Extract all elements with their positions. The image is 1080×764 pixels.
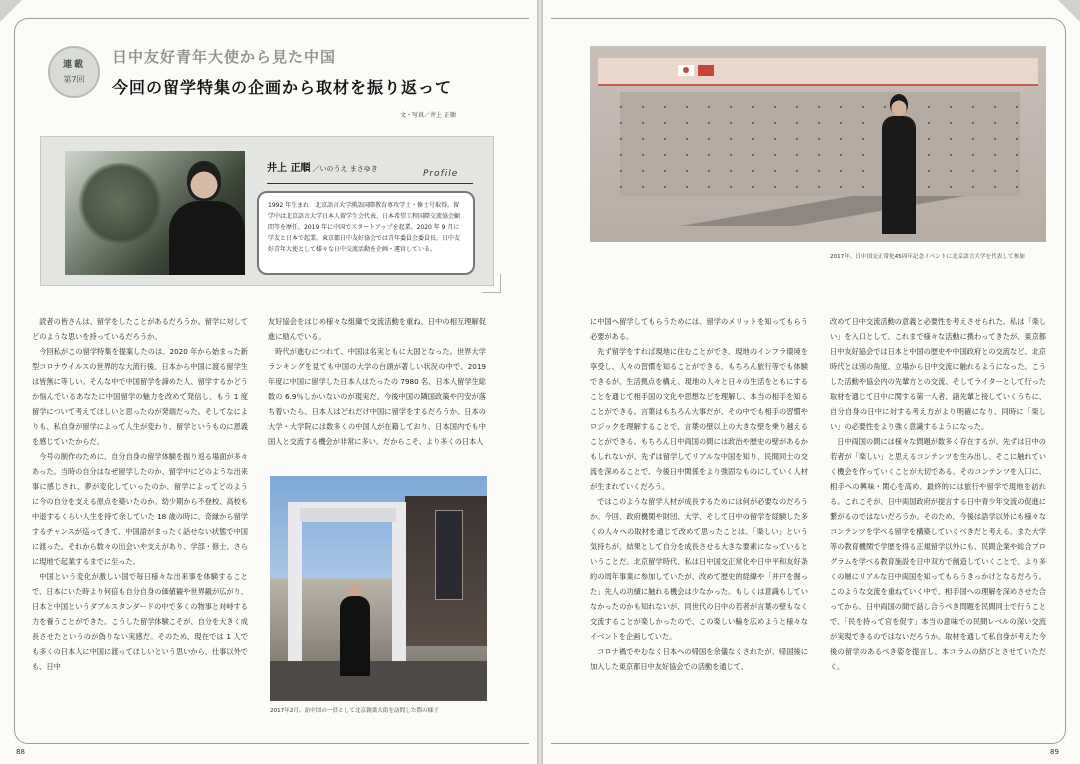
profile-tag: Profile bbox=[423, 169, 459, 179]
beijing-gate-photo bbox=[270, 476, 487, 701]
photo-person-body bbox=[882, 116, 916, 234]
photo-tree-shape bbox=[75, 163, 165, 243]
body-column-1 bbox=[32, 314, 248, 674]
profile-box bbox=[40, 136, 494, 286]
photo-banner bbox=[598, 58, 1038, 86]
paragraph: 友好協会をはじめ様々な組織で交流活動を重ね、日中の相互理解促進に励んでいる。 bbox=[268, 317, 486, 341]
left-page bbox=[0, 0, 537, 764]
series-badge bbox=[48, 46, 100, 98]
paragraph: 改めて日中交流活動の意義と必要性を考えさせられた。私は「楽しい」を入口として、これまで様々な活動に携わってきたが、東京都日中友好協会では日本と中国の歴史や中国政府との交流など、北京時代とは別の角度、立場から日中交流に触れるようになった。こうした活動や協会内の先輩方との交流、そしてライターとして行った取材を通じて日中に関する第一人者、諸先輩と接していくうちに、自分自身の日中に対する考え方がより明確になり、同時に「楽しい」の必要性をより強く意識するようになった。 bbox=[830, 317, 1046, 431]
paragraph: 日中両国の間には様々な問題が数多く存在するが、先ずは日中の若者が「楽しい」と思えるコンテンツを生み出し、そこに触れていく機会を作っていくことが大切である。そのコンテンツを入口に、相手への興味・関心を高め、最終的には旅行や留学で現地を訪れる。これこそが、日中両国政府が提言する日中青少年交流の促進に繋がるのではないだろうか。そのため、今後は語学以外にも様々なコンテンツを学べる留学を構築していくべきだと考える。また大学等の教育機関で学歴を得る正規留学以外にも、民間企業や総合プログラムを学べる教育施設を日中双方で創造していくことで、より多くの層にリアルな日中両国を知ってもらうきっかけとなるだろう。このような交流を重ねていく中で、相手国への理解を深めさせた合ってから、日中両国の間で話し合うべき問題を民間同士で行うことで、「民を持って官を促す」本当の意味での民間レベルの深い交流が実現できるのではないだろうか。取材を通して私自身が考えた今後の留学のあるべき姿を提言し、本コラムの結びとさせていただく。 bbox=[830, 437, 1046, 671]
photo-wall-grid bbox=[620, 92, 1020, 196]
page-number-left: 88 bbox=[16, 748, 25, 756]
paragraph: に中国へ留学してもらうためには、留学のメリットを知ってもらう必要がある。 bbox=[590, 317, 808, 341]
body-column-4 bbox=[830, 314, 1046, 674]
exhibition-event-photo bbox=[590, 46, 1046, 242]
profile-name-text: 井上 正順 bbox=[267, 163, 311, 174]
profile-name bbox=[267, 159, 378, 174]
photo-person-head bbox=[187, 161, 221, 201]
paragraph: 時代が進むにつれて、中国は名実ともに大国となった。世界大学ランキングを見ても中国の大学の台頭が著しい状況の中で、2019 年度に中国に留学した日本人はたったの 7980 名、日本人留学生総数の 6.9％しかいないのが現実だ。今後中国の隣国政策や円安が落ち着いたら、日本人はどれだけ中国に留学をするだろうか。日本の大学・大学院には数多くの中国人が在籍しており、日本国内でも中国人と交流する機会が非常に多い。だからこそ、より多くの日本人 bbox=[268, 347, 486, 446]
badge-episode-number: 第7回 bbox=[63, 75, 85, 84]
photo-mountain-shape bbox=[620, 196, 1020, 226]
paragraph: 読者の皆さんは、留学をしたことがあるだろうか。留学に対してどのような思いを持っているだろうか。 bbox=[32, 317, 248, 341]
paragraph: 先ず留学をすれば現地に住むことができ、現地のインフラ環境を享受し、人々の習慣を知ることができる。もちろん旅行等でも体験できるが、生活拠点を構え、現地の人々と日々の生活をともにすることを通じて相手国の文化や思想などを理解し、本当の相手を知ることができる。言葉はもちろん大事だが、その中でも相手の習慣やロジックを理解することで、言葉の壁以上の大きな壁を乗り越えることができる。もちろん日中両国の間には政治や歴史の壁があるかもしれないが、先ずは留学してリアルな中国を知り、民間同士の交流を深めることで、今後日中関係をより強固なものにしていく人材が生まれていくだろう。 bbox=[590, 347, 808, 491]
corner-ornament-top-left bbox=[0, 0, 22, 22]
event-photo-caption: 2017年、日中国交正常化45周年記念イベントに北京語言大学を代表して参加 bbox=[830, 254, 1025, 260]
photo-gate-sign bbox=[300, 508, 396, 522]
paragraph: コロナ禍でやむなく日本への帰国を余儀なくされたが、帰国後に加入した東京都日中友好協会での活動を通じて、 bbox=[590, 647, 808, 671]
photo-person-body bbox=[169, 201, 245, 275]
series-title: 日中友好青年大使から見た中国 bbox=[112, 48, 337, 66]
badge-series-label: 連載 bbox=[62, 60, 85, 70]
paragraph: 中国という変化が激しい国で毎日様々な出来事を体験することで、日本にいた時より何倍も自分自身の価値観や世界観が広がり、日本と中国というダブルスタンダードの中で多くの物事と対峙する力を養うことができた。こうした留学体験こそが、自分を大きく成長させたというのが偽りない実感だ。そのため、現在では 1 人でも多くの日本人に中国に渡ってほしいという思いから、仕事以外でも、日中 bbox=[32, 572, 248, 671]
photo-ground bbox=[270, 661, 487, 701]
byline: 文・写真／井上 正順 bbox=[400, 112, 456, 119]
china-flag-icon bbox=[698, 65, 714, 76]
paragraph: ではこのような留学人材が成長するためには何が必要なのだろうか。今回、政府機関や財団、大学、そして日中の留学を経験した多くの人々への取材を通じて改めて思ったことは、「楽しい」という気持ちが、結果として自分を成長させる大きな要素になっているということだ。北京留学時代、私は日中国交正常化や日中平和友好条約の周年事業に参加していたが、改めて歴史的経緯や「井戸を掘った」先人の功績に触れる機会は少なかった。もしくは意識もしていなかったのかも知れないが、同世代の日中の若者が言葉の壁もなく交流することが楽しかったので、この楽しい輪を広めようと様々なイベントを企画していた。 bbox=[590, 497, 808, 641]
profile-divider bbox=[267, 183, 473, 184]
paragraph: 今回私がこの留学特集を提案したのは、2020 年から始まった新型コロナウイルスの世界的な大流行後、日本から中国に渡る留学生は皆無に等しい。そんな中で中国留学を諦めた人、留学するかどうか悩んでいるあなたに中国留学の魅力を改めて発信し、もう 1 度留学について考えてほしいと思ったのが発端だった。そしてなによりも、私自身が留学によって人生が変わり、留学というものに恩義を感じていたからだ。 bbox=[32, 347, 248, 446]
profile-biography: 1992 年生まれ 北京語言大学漢語国際教育専攻学士・修士号取得。留学中は北京語言大学日本人留学生会代表、日本希望工程国際交流協会顧問等を歴任。2019 年に中国でスタートアップを起業。2020 年 9 月に学友と日本で起業。東京都日中友好協会では青年委員会委員長、日中友好青年大使として様々な日中交流活動を企画・運営している。 bbox=[257, 191, 475, 275]
photo-person-head bbox=[890, 94, 908, 116]
body-column-2 bbox=[268, 314, 486, 449]
page-number-right: 89 bbox=[1050, 748, 1059, 756]
gate-photo-caption: 2017年2月、訪中団の一員として北京創業大街を訪問した際の様子 bbox=[270, 708, 439, 714]
photo-person-body bbox=[340, 596, 370, 676]
paragraph: 今号の制作のために、自分自身の留学体験を振り返る場面が多々あった。当時の自分はなぜ留学したのか、留学中にどのような出来事に感じされ、夢が変化していったのか、留学によってどのように今の自分を支える原点を築いたのか。幼少期から不登校、高校も中退するくらい人生を持て余していた 18 歳の時に、奇縁から留学するチャンスが巡ってきて、中国語がまったく話せない状態で中国に渡った。それから数々の出会いや支えがあり、学部・修士、さらに現地で起業するまでに至った。 bbox=[32, 452, 248, 566]
body-column-3 bbox=[590, 314, 808, 674]
photo-building-sign bbox=[435, 510, 463, 600]
article-title: 今回の留学特集の企画から取材を振り返って bbox=[112, 78, 453, 97]
author-portrait-photo bbox=[65, 151, 245, 275]
profile-name-reading: ／いのうえ まさゆき bbox=[312, 165, 378, 173]
japan-flag-icon bbox=[678, 65, 694, 76]
